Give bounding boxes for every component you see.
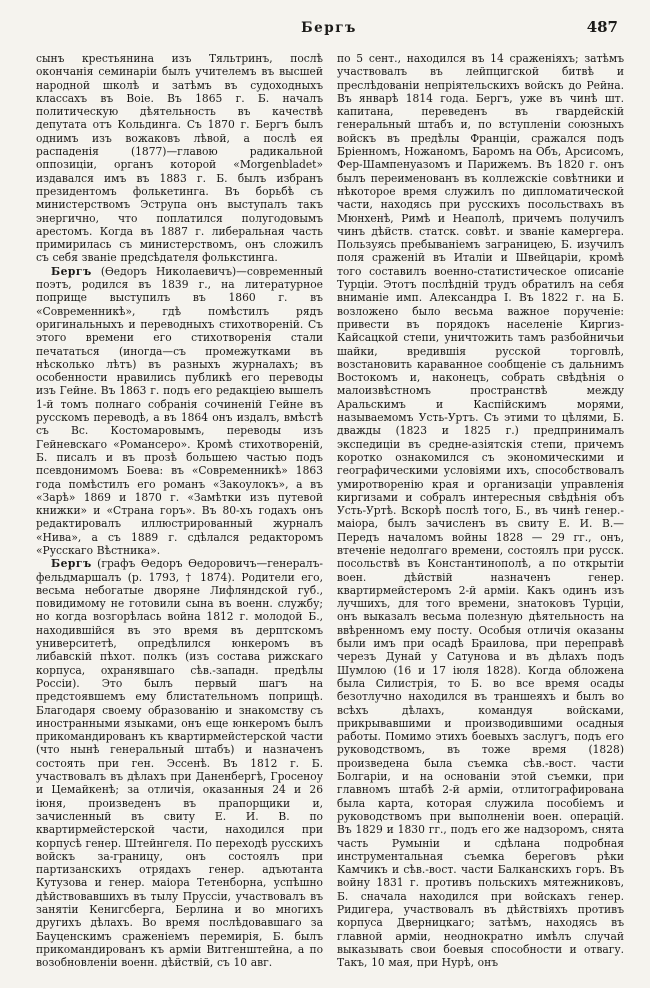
paragraph-continuation-berg-feldmarshal: по 5 сент., находился въ 14 сраженіяхъ; затѣмъ участвовалъ въ лейпцигской битвѣ и преслѣдованіи непріятельскихъ войскъ до Рейна. Въ январѣ 1814 года. Бергъ, уже въ чинѣ шт. капитана, переведенъ въ гвардейскій генеральный штабъ и, по вступленіи союзныхъ войскъ въ предѣлы Франціи, сражался подъ Бріенномъ, Ножаномъ, Баромъ на Объ, Арсисомъ, Фер-Шампенуазомъ и Парижемъ. Въ 1820 г. онъ былъ переименованъ въ коллежскіе совѣтники и нѣкоторое время служилъ по дипломатической части, находясь при русскихъ посольствахъ въ Мюнхенѣ, Римѣ и Неаполѣ, причемъ получилъ чинъ дѣйств. статск. совѣт. и званіе камергера. Пользуясь пребываніемъ заграницею, Б. изучилъ поля сраженій въ Италіи и Швейцаріи, кромѣ того составилъ военно-статистическое описаніе Турціи. Этотъ послѣдній трудъ обратилъ на себя вниманіе имп. Александра I. Въ 1822 г. на Б. возложено было весьма важное порученіе: привести въ порядокъ населеніе Киргиз-Кайсацкой степи, уничтожить тамъ разбойничьи шайки, вредившія русской торговлѣ, возстановить караванное сообщеніе съ дальнимъ Востокомъ и, наконецъ, собрать свѣдѣнія о малоизвѣстномъ пространствѣ между Аральскимъ и Каспійскимъ морями, называемомъ Усть-Уртъ. Съ этими то цѣлями, Б. дважды (1823 и 1825 г.) предпринималъ экспедиціи въ средне-азіятскія степи, причемъ коротко ознакомился съ экономическими и географическими условіями ихъ, способствовалъ умиротворенію края и организаціи управленія киргизами и собралъ интересныя свѣдѣнія объ Усть-Уртѣ. Вскорѣ послѣ того, Б., въ чинѣ генер.-маіора, былъ зачисленъ въ свиту Е. И. В.—Передъ началомъ войны 1828 — 29 гг., онъ, втеченіе недолгаго времени, состоялъ при русск. посольствѣ въ Константинополѣ, а по открытіи воен. дѣйствій назначенъ генер. квартирмейстеромъ 2-й арміи. Какъ одинъ изъ лучшихъ, для того времени, знатоковъ Турціи, онъ выказалъ весьма полезную дѣятельность на ввѣренномъ ему посту. Особыя отличія оказаны были имъ при осадѣ Браилова, при переправѣ черезъ Дунай у Сатунова и въ дѣлахъ подъ Шумлою (16 и 17 іюля 1828). Когда обложена была Силистрія, то Б. во все время осады безотлучно находился въ траншеяхъ и былъ во всѣхъ дѣлахъ, командуя войсками, прикрывавшими и производившими осадныя работы. Помимо этихъ боевыхъ заслугъ, подъ его руководствомъ, въ тоже время (1828) произведена была съемка сѣв.-вост. части Болгаріи, и на основаніи этой съемки, при главномъ штабѣ 2-й арміи, отлитографирована была карта, которая служила пособіемъ и руководствомъ при выполненіи воен. операцій. Въ 1829 и 1830 гг., подъ его же надзоромъ, снята часть Румыніи и сдѣлана подробная инструментальная съемка береговъ рѣки Камчикъ и сѣв.-вост. части Балканскихъ горъ. Въ войну 1831 г. противъ польскихъ мятежниковъ, Б. сначала находился при войскахъ генер. Ридигера, участвовалъ въ дѣйствіяхъ противъ корпуса Дверницкаго; затѣмъ, находясь въ главной арміи, неоднократно имѣлъ случай выказывать свои боевыя способности и отвагу. Такъ, 10 мая, при Нурѣ, онъ (337, 52, 624, 968)
article-berg-feldmarshal (36, 557, 323, 968)
article-berg-poet (36, 265, 323, 558)
article-headword: Бергъ (51, 264, 92, 278)
article-body-text: (Ѳедоръ Николаевичъ)—современный поэтъ, родился въ 1839 г., на литературное поприще выступилъ въ 1860 г. въ «Современникѣ», гдѣ помѣстилъ рядъ оригинальныхъ и переводныхъ стихотвореній. Съ этого времени его стихотворенія стали печататься (иногда—съ промежутками въ нѣсколько лѣтъ) въ разныхъ журналахъ; въ особенности нравились публикѣ его переводы изъ Гейне. Въ 1863 г. подъ его редакціею вышелъ 1-й томъ полнаго собранія сочиненій Гейне въ русскомъ переводѣ, а въ 1864 онъ издалъ, вмѣстѣ съ Вс. Костомаровымъ, переводы изъ Гейневскаго «Романсеро». Кромѣ стихотвореній, Б. писалъ и въ прозѣ большею частью подъ псевдонимомъ Боева: въ «Современникѣ» 1863 года помѣстилъ его романъ «Закоулокъ», а въ «Зарѣ» 1869 и 1870 г. «Замѣтки изъ путевой книжки» и «Страна горъ». Въ 80-хъ годахъ онъ редактировалъ иллюстрированный журналъ «Нива», а съ 1889 г. сдѣлался редакторомъ «Русскаго Вѣстника». (36, 264, 323, 557)
running-head (38, 20, 620, 40)
paragraph-continuation-danish-berg: сынъ крестьянина изъ Тяльтринъ, послѣ окончанія семинаріи былъ учителемъ въ высшей народной школѣ и затѣмъ въ судоходныхъ классахъ въ Boie. Въ 1865 г. Б. началъ политическую дѣятельность въ качествѣ депутата отъ Кольдинга. Съ 1870 г. Бергъ былъ однимъ изъ вожаковъ лѣвой, а послѣ ея распаденія (1877)—главою радикальной оппозиціи, органъ которой «Morgenbladet» издавался имъ въ 1883 г. Б. былъ избранъ президентомъ фолькетинга. Въ борьбѣ съ министерствомъ Эструпа онъ выступалъ такъ энергично, что поплатился полугодовымъ арестомъ. Когда въ 1887 г. либеральная часть примирилась съ министерствомъ, онъ сложилъ съ себя званіе предсѣдателя фолькстинга. (36, 52, 323, 265)
page-number: 487 (586, 18, 618, 36)
text-columns (36, 52, 624, 968)
article-body-text: (графъ Ѳедоръ Ѳедоровичъ—генералъ-фельдмаршалъ (р. 1793, † 1874). Родители его, весьма небогатые дворяне Лифляндской губ., повидимому не готовили сына въ военн. службу; но когда возгорѣлась война 1812 г. молодой Б., находившійся въ это время въ дерптскомъ университетѣ, опредѣлился юнкеромъ въ либавскій пѣхот. полкъ (изъ состава рижскаго корпуса, охранявшаго сѣв.-западн. предѣлы Россіи). Это былъ первый шагъ на предстоявшемъ ему блистательномъ поприщѣ. Благодаря своему образованію и знакомству съ иностранными языками, онъ еще юнкеромъ былъ прикомандированъ къ квартирмейстерской части (что нынѣ генеральный штабъ) и назначенъ состоять при ген. Эссенѣ. Въ 1812 г. Б. участвовалъ въ дѣлахъ при Даненбергѣ, Гросеноу и Цемайкенѣ; за отличія, оказанныя 24 и 26 іюня, произведенъ въ прапорщики и, зачисленный въ свиту Е. И. В. по квартирмейстерской части, находился при корпусѣ генер. Штейнгеля. По переходѣ русскихъ войскъ за-границу, онъ состоялъ при партизанскихъ отрядахъ генер. адъютанта Кутузова и генер. маіора Тетенборна, успѣшно дѣйствовавшихъ въ тылу Пруссіи, участвовалъ въ занятіи Кенигсберга, Берлина и во многихъ другихъ дѣлахъ. Во время послѣдовавшаго за Бауценскимъ сраженіемъ перемирія, Б. былъ прикомандированъ къ арміи Витгенштейна, а по возобновленіи военн. дѣйствій, съ 10 авг. (36, 557, 323, 968)
running-head-title: Бергъ (301, 20, 357, 36)
right-column (337, 52, 624, 968)
left-column (36, 52, 323, 968)
article-headword: Бергъ (51, 557, 92, 571)
